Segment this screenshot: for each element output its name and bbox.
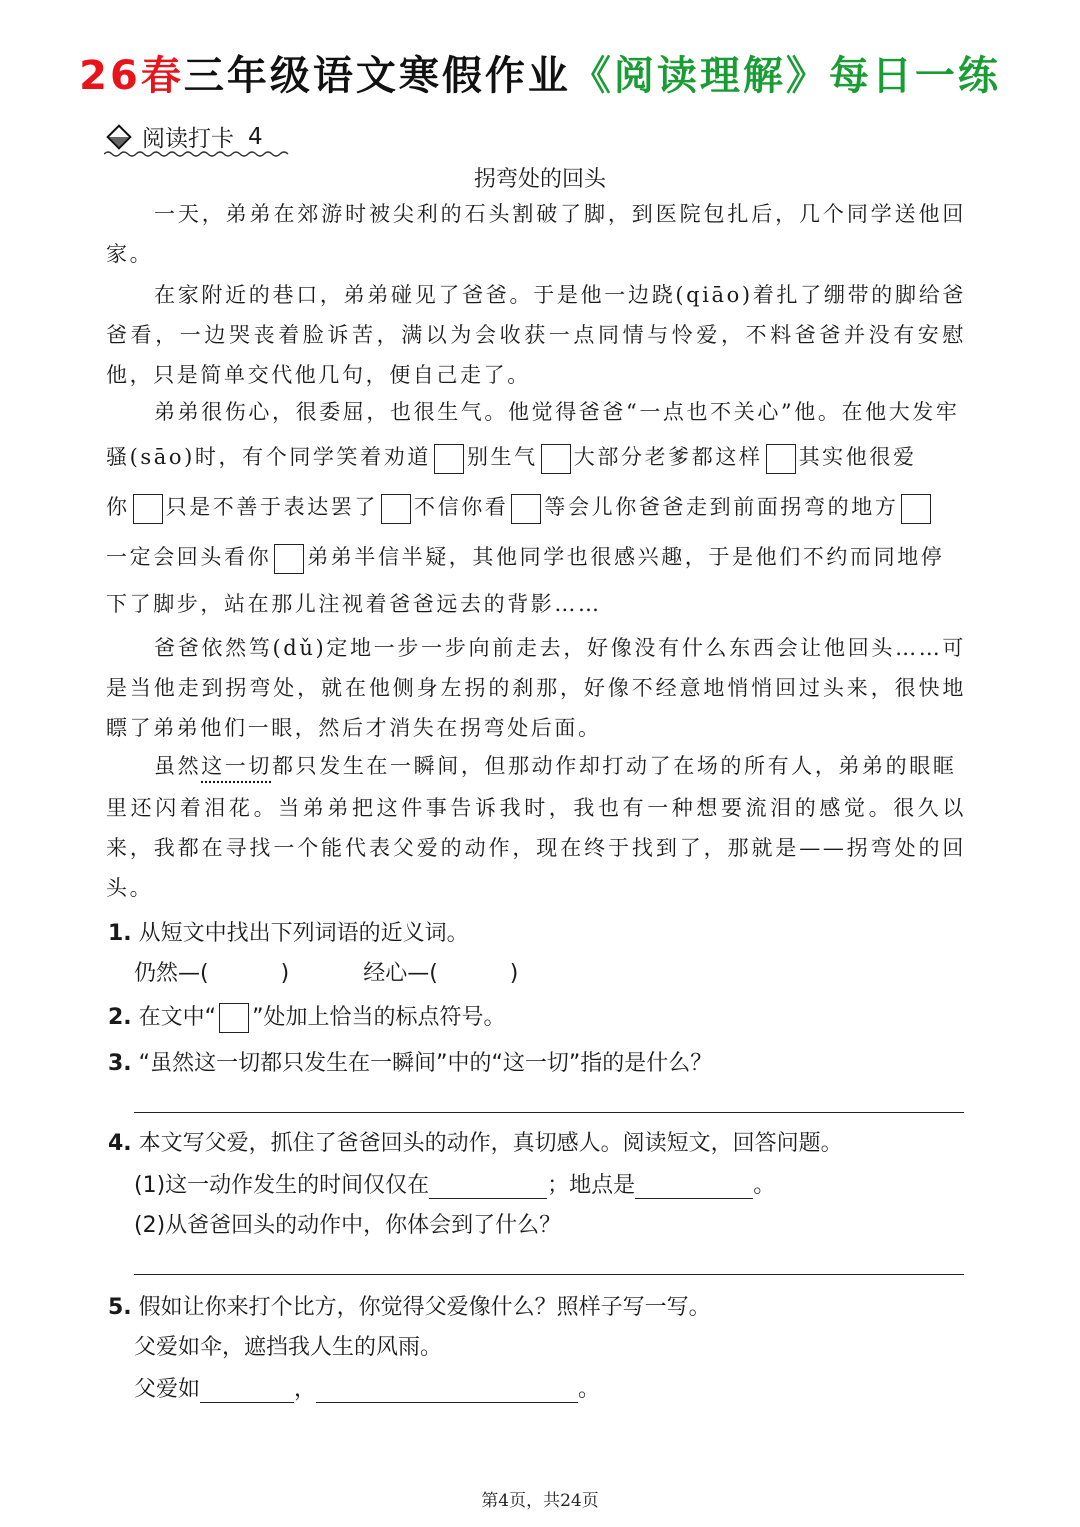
question-5	[108, 1290, 711, 1321]
text-segment: 一定会回头看你	[106, 545, 272, 569]
text-segment: 不信你看	[414, 495, 509, 519]
question-text: 假如让你来打个比方，你觉得父爱像什么？照样子写一写。	[138, 1295, 711, 1320]
passage-title: 拐弯处的回头	[473, 167, 606, 192]
punctuation-box[interactable]	[381, 494, 411, 524]
section-badge	[104, 120, 263, 153]
answer-blank[interactable]	[635, 1176, 753, 1199]
paragraph-3-line-2	[106, 441, 917, 474]
section-label: 阅读打卡	[142, 126, 234, 152]
question-4-sub-1	[134, 1168, 775, 1199]
text-segment: 大部分老爹都这样	[573, 445, 763, 469]
answer-blank[interactable]	[200, 1380, 294, 1403]
answer-blank[interactable]	[316, 1380, 578, 1403]
wavy-underline	[104, 150, 294, 158]
sub-text: 。	[578, 1377, 601, 1402]
text-segment: 你	[106, 495, 130, 519]
punctuation-box-sample	[219, 1003, 249, 1033]
page-footer: 第4页，共24页	[481, 1491, 599, 1511]
punctuation-box[interactable]	[541, 444, 571, 474]
sub-text: 父爱如	[134, 1377, 201, 1402]
paragraph-2: 在家附近的巷口，弟弟碰见了爸爸。于是他一边跷(qiāo)着扎了绷带的脚给爸爸看，一边哭丧着脸诉苦，满以为会收获一点同情与怜爱，不料爸爸并没有安慰他，只是简单交代他几句，便自己走了。	[106, 283, 966, 387]
punctuation-box[interactable]	[511, 494, 541, 524]
text-segment: 其实他很爱	[798, 445, 917, 469]
title-grade: 三年级语文寒假作业	[183, 53, 571, 99]
text-segment: 只是不善于表达罢了	[165, 495, 379, 519]
answer-blank[interactable]	[429, 1176, 547, 1199]
answer-line[interactable]	[134, 1112, 964, 1113]
question-number: 5.	[108, 1295, 132, 1320]
text-segment: 都只发生在一瞬间，但那动作却打动了在场的所有人，弟弟的眼眶	[272, 754, 957, 778]
sub-text: ；地点是	[547, 1173, 636, 1198]
section-number: 4	[248, 123, 263, 150]
question-5-fill	[134, 1372, 600, 1403]
paragraph-3-line-3	[106, 491, 934, 524]
word-1: 仍然—(	[134, 961, 209, 986]
title-book: 《阅读理解》每日一练	[570, 53, 1001, 99]
close-paren: )	[280, 961, 290, 986]
diamond-icon	[106, 124, 131, 149]
page-title	[0, 44, 1080, 101]
paragraph-3-line-5: 下了脚步，站在那儿注视着爸爸远去的背影……	[106, 592, 602, 616]
paragraph-5-line-1	[154, 750, 956, 780]
punctuation-box[interactable]	[434, 444, 464, 474]
emphasis-dots-text: 这一切	[201, 754, 273, 778]
paragraph-5-rest: 里还闪着泪花。当弟弟把这件事告诉我时，我也有一种想要流泪的感觉。很久以来，我都在寻找一个能代表父爱的动作，现在终于找到了，那就是——拐弯处的回头。	[106, 796, 966, 900]
question-number: 4.	[108, 1131, 132, 1156]
question-text: “虽然这一切都只发生在一瞬间”中的“这一切”指的是什么？	[138, 1051, 713, 1076]
text-segment: 等会儿你爸爸走到前面拐弯的地方	[544, 495, 899, 519]
paragraph-3-line-4	[106, 541, 944, 574]
punctuation-box[interactable]	[766, 444, 796, 474]
paragraph-3-line-1: 弟弟很伤心，很委屈，也很生气。他觉得爸爸“一点也不关心”他。在他大发牢	[154, 400, 960, 424]
question-number: 1.	[108, 921, 132, 946]
word-2: 经心—(	[363, 961, 438, 986]
text-segment: 骚(sāo)时，有个同学笑着劝道	[106, 445, 431, 469]
question-text: 本文写父爱，抓住了爸爸回头的动作，真切感人。阅读短文，回答问题。	[138, 1131, 843, 1156]
question-3	[108, 1046, 712, 1077]
text-segment: 别生气	[466, 445, 538, 469]
question-number: 2.	[108, 1005, 132, 1030]
text-segment: 弟弟半信半疑，其他同学也很感兴趣，于是他们不约而同地停	[307, 545, 945, 569]
question-text: 在文中“	[138, 1005, 217, 1030]
question-1	[108, 916, 469, 947]
sub-text: (1)这一动作发生的时间仅仅在	[134, 1173, 430, 1198]
text-segment: 虽然	[154, 754, 202, 778]
example-sentence: 父爱如伞，遮挡我人生的风雨。	[134, 1335, 443, 1360]
question-4-sub-2: (2)从爸爸回头的动作中，你体会到了什么？	[134, 1213, 562, 1238]
question-text: 从短文中找出下列词语的近义词。	[138, 921, 469, 946]
close-paren: )	[509, 961, 519, 986]
paragraph-1: 一天，弟弟在郊游时被尖利的石头割破了脚，到医院包扎后，几个同学送他回家。	[106, 202, 966, 266]
question-4	[108, 1126, 843, 1157]
sub-text: ，	[294, 1377, 317, 1402]
punctuation-box[interactable]	[901, 494, 931, 524]
title-year: 26春	[79, 53, 184, 99]
sub-text: 。	[753, 1173, 776, 1198]
question-2	[108, 1000, 505, 1033]
question-text: ”处加上恰当的标点符号。	[252, 1005, 506, 1030]
question-1-answers	[134, 956, 518, 987]
question-number: 3.	[108, 1051, 132, 1076]
paragraph-4: 爸爸依然笃(dǔ)定地一步一步向前走去，好像没有什么东西会让他回头……可是当他走到拐弯处，就在他侧身左拐的刹那，好像不经意地悄悄回过头来，很快地瞟了弟弟他们一眼，然后才消失在拐弯处后面。	[106, 636, 966, 740]
answer-line[interactable]	[134, 1274, 964, 1275]
punctuation-box[interactable]	[274, 544, 304, 574]
punctuation-box[interactable]	[133, 494, 163, 524]
